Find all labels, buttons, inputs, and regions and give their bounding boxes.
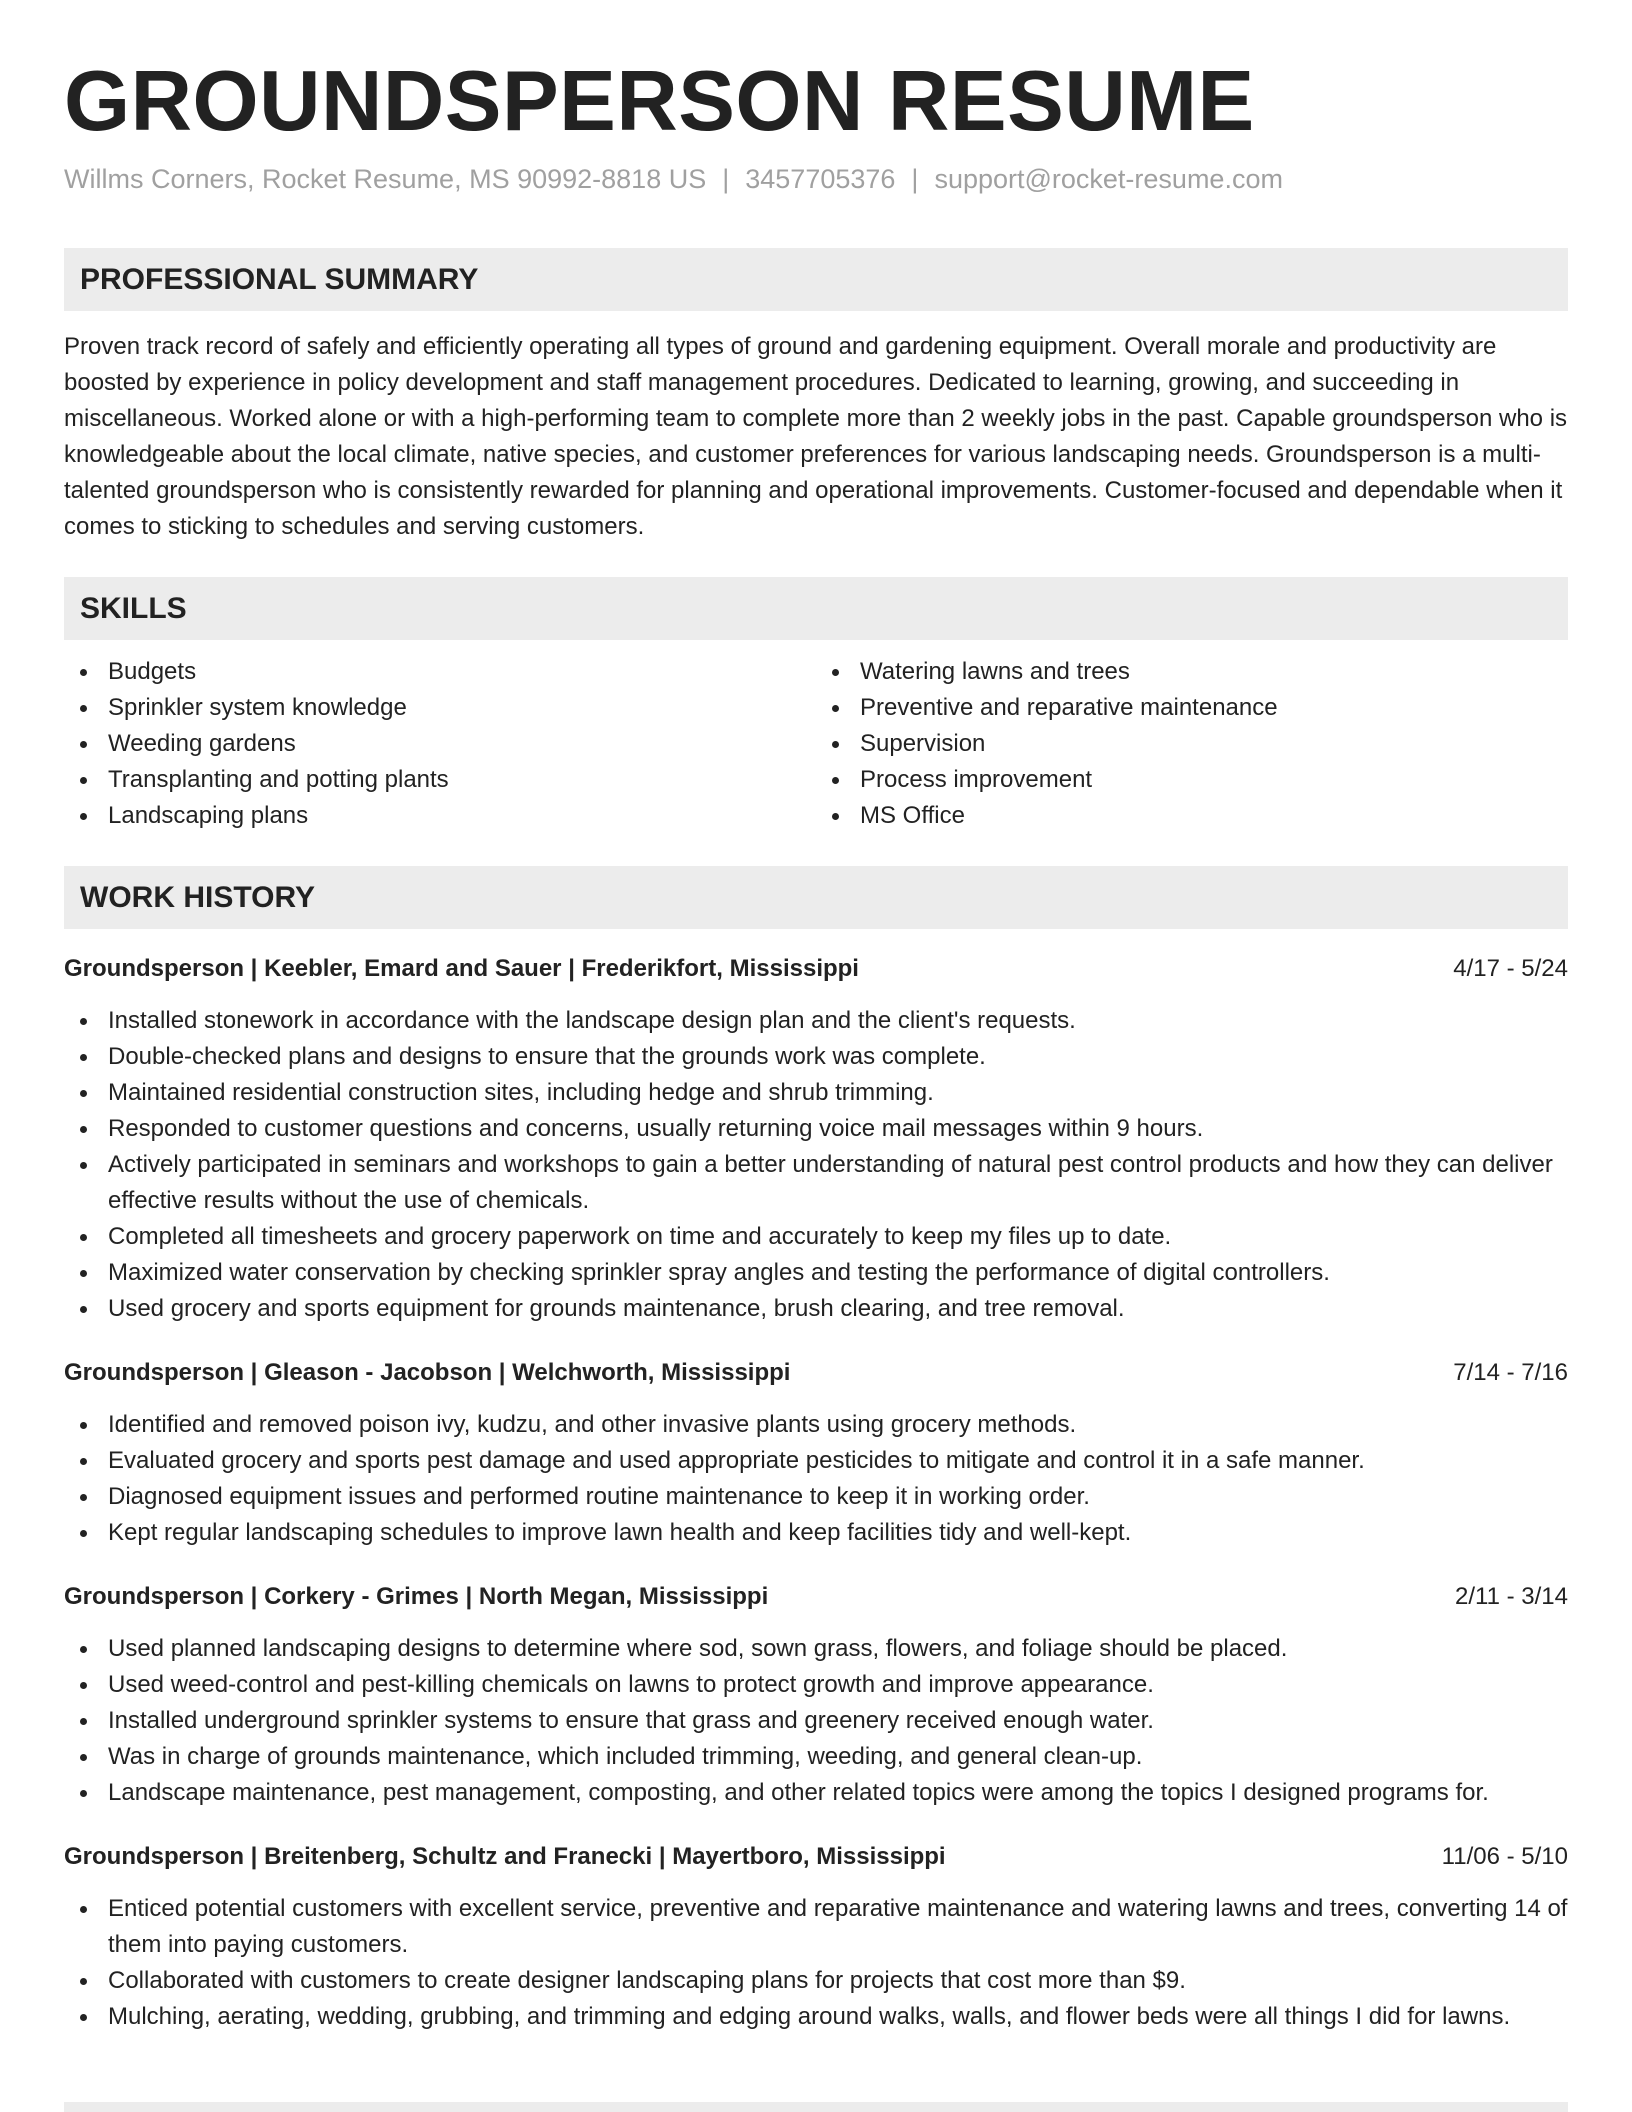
resume-title: GROUNDSPERSON RESUME (64, 54, 1255, 149)
contact-separator: | (722, 164, 730, 194)
job-bullet: Used planned landscaping designs to determine where sod, sown grass, flowers, and foliage should be placed. (64, 1631, 1568, 1667)
job-header (64, 1839, 1568, 1875)
job-bullets (64, 1631, 1568, 1811)
job-title: Groundsperson | Keebler, Emard and Sauer | Frederikfort, Mississippi (64, 955, 859, 982)
skill-item: Budgets (64, 654, 816, 690)
skill-item: Preventive and reparative maintenance (816, 690, 1568, 726)
job-bullet: Was in charge of grounds maintenance, which included trimming, weeding, and general clean-up. (64, 1739, 1568, 1775)
job-dates: 11/06 - 5/10 (1441, 1843, 1568, 1870)
job-bullet: Double-checked plans and designs to ensure that the grounds work was complete. (64, 1039, 1568, 1075)
job-bullet: Used grocery and sports equipment for grounds maintenance, brush clearing, and tree removal. (64, 1291, 1568, 1327)
job-title: Groundsperson | Gleason - Jacobson | Welchworth, Mississippi (64, 1359, 791, 1386)
job-bullet: Diagnosed equipment issues and performed routine maintenance to keep it in working order. (64, 1479, 1568, 1515)
job-bullet: Mulching, aerating, wedding, grubbing, and trimming and edging around walks, walls, and flower beds were all things I did for lawns. (64, 1999, 1568, 2035)
next-section-band (64, 2102, 1568, 2112)
job-bullet: Maintained residential construction sites, including hedge and shrub trimming. (64, 1075, 1568, 1111)
skills-list (64, 654, 1568, 834)
skill-item: MS Office (816, 798, 1568, 834)
job-bullet: Completed all timesheets and grocery paperwork on time and accurately to keep my files up to date. (64, 1219, 1568, 1255)
job-bullets (64, 1891, 1568, 2035)
summary-heading: PROFESSIONAL SUMMARY (64, 248, 1568, 311)
job-bullet: Installed stonework in accordance with the landscape design plan and the client's requests. (64, 1003, 1568, 1039)
contact-phone: 3457705376 (745, 164, 896, 194)
job-dates: 7/14 - 7/16 (1453, 1359, 1568, 1386)
job-bullet: Used weed-control and pest-killing chemicals on lawns to protect growth and improve appearance. (64, 1667, 1568, 1703)
job-entry (64, 1579, 1568, 1811)
skill-item: Transplanting and potting plants (64, 762, 816, 798)
job-bullet: Kept regular landscaping schedules to improve lawn health and keep facilities tidy and well-kept. (64, 1515, 1568, 1551)
skill-item: Landscaping plans (64, 798, 816, 834)
job-title: Groundsperson | Breitenberg, Schultz and Franecki | Mayertboro, Mississippi (64, 1843, 946, 1870)
job-bullet: Evaluated grocery and sports pest damage and used appropriate pesticides to mitigate and control it in a safe manner. (64, 1443, 1568, 1479)
job-bullet: Enticed potential customers with excellent service, preventive and reparative maintenance and watering lawns and trees, converting 14 of them into paying customers. (64, 1891, 1568, 1963)
job-bullets (64, 1003, 1568, 1327)
job-entry (64, 951, 1568, 1327)
skill-item: Sprinkler system knowledge (64, 690, 816, 726)
contact-email: support@rocket-resume.com (934, 164, 1283, 194)
skill-item: Watering lawns and trees (816, 654, 1568, 690)
job-bullet: Identified and removed poison ivy, kudzu, and other invasive plants using grocery methods. (64, 1407, 1568, 1443)
job-header (64, 1579, 1568, 1615)
job-bullet: Responded to customer questions and concerns, usually returning voice mail messages within 9 hours. (64, 1111, 1568, 1147)
job-title: Groundsperson | Corkery - Grimes | North Megan, Mississippi (64, 1583, 769, 1610)
skill-item: Supervision (816, 726, 1568, 762)
skills-column-right (816, 654, 1568, 834)
skill-item: Process improvement (816, 762, 1568, 798)
skill-item: Weeding gardens (64, 726, 816, 762)
job-dates: 2/11 - 3/14 (1455, 1583, 1568, 1610)
job-entry (64, 1355, 1568, 1551)
contact-address: Willms Corners, Rocket Resume, MS 90992-8818 US (64, 164, 707, 194)
job-bullet: Landscape maintenance, pest management, composting, and other related topics were among the topics I designed programs for. (64, 1775, 1568, 1811)
job-bullet: Maximized water conservation by checking sprinkler spray angles and testing the performance of digital controllers. (64, 1255, 1568, 1291)
job-bullet: Installed underground sprinkler systems to ensure that grass and greenery received enough water. (64, 1703, 1568, 1739)
job-header (64, 951, 1568, 987)
job-bullet: Collaborated with customers to create designer landscaping plans for projects that cost more than $9. (64, 1963, 1568, 1999)
job-dates: 4/17 - 5/24 (1453, 955, 1568, 982)
contact-line (64, 162, 1568, 196)
job-bullets (64, 1407, 1568, 1551)
skills-heading: SKILLS (64, 577, 1568, 640)
contact-separator: | (911, 164, 919, 194)
job-bullet: Actively participated in seminars and workshops to gain a better understanding of natural pest control products and how they can deliver effective results without the use of chemicals. (64, 1147, 1568, 1219)
job-header (64, 1355, 1568, 1391)
work-history-heading: WORK HISTORY (64, 866, 1568, 929)
summary-text: Proven track record of safely and efficiently operating all types of ground and gardening equipment. Overall morale and productivity are boosted by experience in policy development and staff management procedures. Dedicated to learning, growing, and succeeding in miscellaneous. Worked alone or with a high-performing team to complete more than 2 weekly jobs in the past. Capable groundsperson who is knowledgeable about the local climate, native species, and customer preferences for various landscaping needs. Groundsperson is a multi-talented groundsperson who is consistently rewarded for planning and operational improvements. Customer-focused and dependable when it comes to sticking to schedules and serving customers. (64, 333, 1568, 540)
skills-column-left (64, 654, 816, 834)
job-entry (64, 1839, 1568, 2035)
